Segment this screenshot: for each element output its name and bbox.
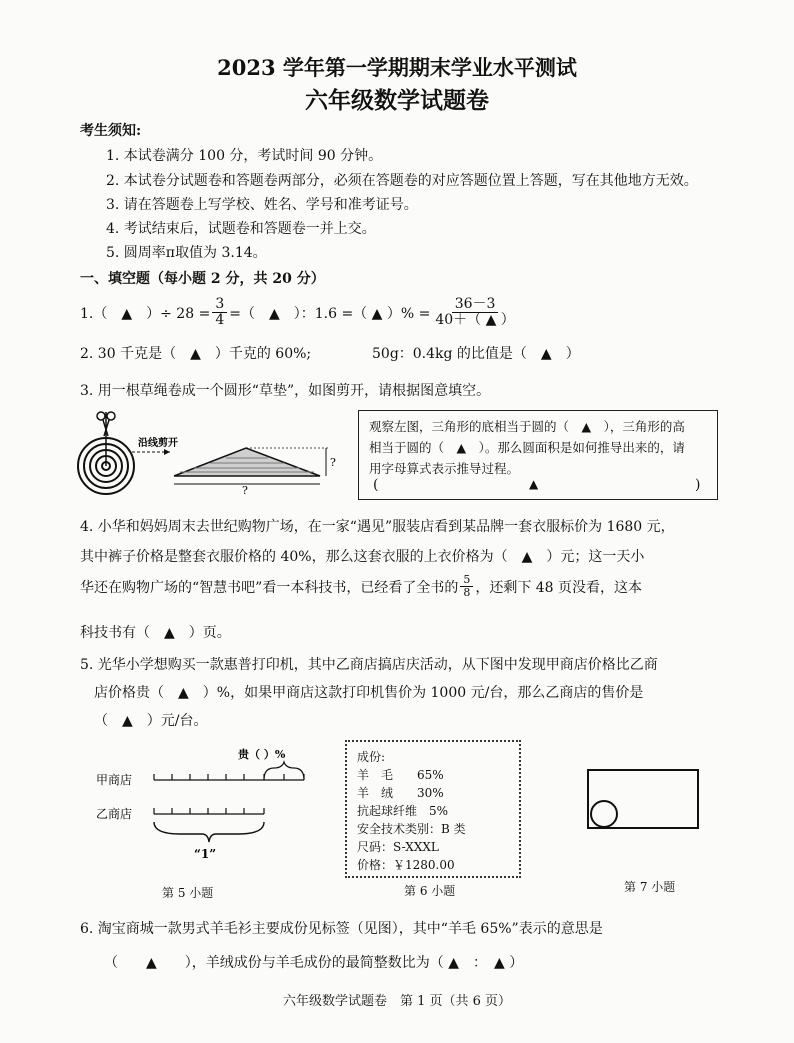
notice-item: 1. 本试卷满分 100 分，考试时间 90 分钟。: [106, 148, 383, 164]
base-question-mark: ?: [242, 484, 248, 497]
question-2b: 50g：0.4kg 的比值是（ ▲ ）: [372, 346, 580, 362]
question-5-line: 5. 光华小学想购买一款惠普打印机，其中乙商店搞店庆活动，从下图中发现甲商店价格比乙商: [80, 657, 658, 673]
question-4-line: 其中裤子价格是整套衣服价格的 40%，那么这套衣服的上衣价格为（ ▲ ）元；这一天小: [80, 549, 645, 565]
q3-box-line: 用字母算式表示推导过程。: [369, 461, 520, 476]
height-question-mark: ?: [330, 456, 336, 469]
question-6-line: （ ▲ ），羊绒成份与羊毛成份的最简整数比为（ ▲ ： ▲ ）: [104, 955, 524, 971]
q3-box-triangle: ▲: [529, 477, 539, 491]
straw-mat-figure: [70, 408, 355, 498]
question-2a: 2. 30 千克是（ ▲ ）千克的 60%;: [80, 346, 312, 362]
q4-fraction: [460, 574, 473, 599]
triangle-figure: [174, 448, 330, 484]
notice-item: 2. 本试卷分试题卷和答题卷两部分，必须在答题卷的对应答题位置上答题，写在其他地方无效。: [106, 173, 698, 189]
exam-subtitle: 六年级数学试题卷: [305, 87, 489, 114]
q6-caption: 第 6 小题: [404, 884, 456, 898]
question-5-line: 店价格贵（ ▲ ）%，如果甲商店这款打印机售价为 1000 元/台，那么乙商店的售价是: [94, 685, 644, 701]
rectangle-circle-figure: [584, 766, 704, 836]
question-4-line: 4. 小华和妈妈周末去世纪购物广场，在一家“遇见”服装店看到某品牌一套衣服标价为 1680 元，: [80, 519, 675, 535]
notice-item: 4. 考试结束后，试题卷和答题卷一并上交。: [106, 221, 376, 237]
exam-title: 2023 学年第一学期期末学业水平测试: [217, 55, 577, 80]
q3-box-line: 相当于圆的（ ▲ ）。那么圆面积是如何推导出来的，请: [369, 440, 685, 455]
tag-heading: 成份:: [357, 750, 386, 764]
question-4-line: [80, 574, 642, 599]
question-4-line: 科技书有（ ▲ ）页。: [80, 625, 231, 641]
expensive-label: 贵（ ）%: [238, 748, 286, 761]
q3-box-line: 观察左图，三角形的底相当于圆的（ ▲ ），三角形的高: [369, 419, 685, 434]
tag-row: 羊 绒 30%: [357, 786, 444, 800]
shop-a-label: 甲商店: [96, 773, 133, 787]
q3-answer-box: [358, 410, 718, 500]
notice-heading: 考生须知:: [80, 123, 142, 139]
shop-b-bar: [154, 808, 264, 814]
question-1: [80, 297, 520, 329]
question-5-line: （ ▲ ）元/台。: [94, 713, 208, 729]
q5-caption: 第 5 小题: [162, 886, 214, 900]
cut-label: 沿线剪开: [138, 438, 178, 449]
shop-b-label: 乙商店: [96, 807, 133, 821]
page-footer: 六年级数学试题卷 第 1 页（共 6 页）: [282, 994, 512, 1009]
tag-row: 价格：￥1280.00: [357, 858, 455, 872]
q4-text: ，还剩下 48 页没看，这本: [475, 579, 643, 596]
q7-caption: 第 7 小题: [624, 880, 676, 894]
tag-row: 抗起球纤维 5%: [357, 804, 449, 818]
question-6-line: 6. 淘宝商城一款男式羊毛衫主要成份见标签（见图），其中“羊毛 65%”表示的意思是: [80, 921, 603, 937]
q1-part-a: 1.（ ▲ ）÷ 28 =: [80, 305, 211, 322]
fraction-denominator: 40＋（ ▲ ）: [435, 312, 515, 329]
notice-item: 3. 请在答题卷上写学校、姓名、学号和准考证号。: [106, 197, 418, 213]
fraction-numerator: 5: [460, 574, 473, 587]
q1-fraction-2: [432, 297, 517, 329]
coil-circle-icon: [78, 412, 134, 494]
notice-item: 5. 圆周率π取值为 3.14。: [106, 245, 267, 261]
section-heading: 一、填空题（每小题 2 分，共 20 分）: [80, 271, 325, 287]
price-bar-diagram: [88, 742, 328, 862]
shop-a-bar: [154, 774, 304, 780]
q3-box-paren-right: ): [695, 477, 701, 493]
tag-row: 安全技术类别：B 类: [357, 822, 466, 836]
fraction-numerator: 3: [212, 297, 227, 313]
unit-one-label: “1”: [194, 847, 217, 861]
q1-fraction: [212, 297, 227, 329]
q4-text: 华还在购物广场的“智慧书吧”看一本科技书，已经看了全书的: [80, 579, 459, 596]
clothing-tag: [345, 740, 521, 878]
q1-part-b: =（ ▲ ）：1.6 =（ ▲ ）% =: [229, 305, 431, 322]
q3-box-paren-left: (: [373, 477, 379, 493]
fraction-denominator: 8: [463, 586, 471, 600]
question-3: 3. 用一根草绳卷成一个圆形“草垫”，如图剪开，请根据图意填空。: [80, 383, 491, 399]
tag-row: 尺码：S-XXXL: [357, 840, 439, 854]
fraction-denominator: 4: [215, 312, 225, 329]
fraction-numerator: 36－3: [452, 297, 499, 313]
tag-row: 羊 毛 65%: [357, 768, 444, 782]
